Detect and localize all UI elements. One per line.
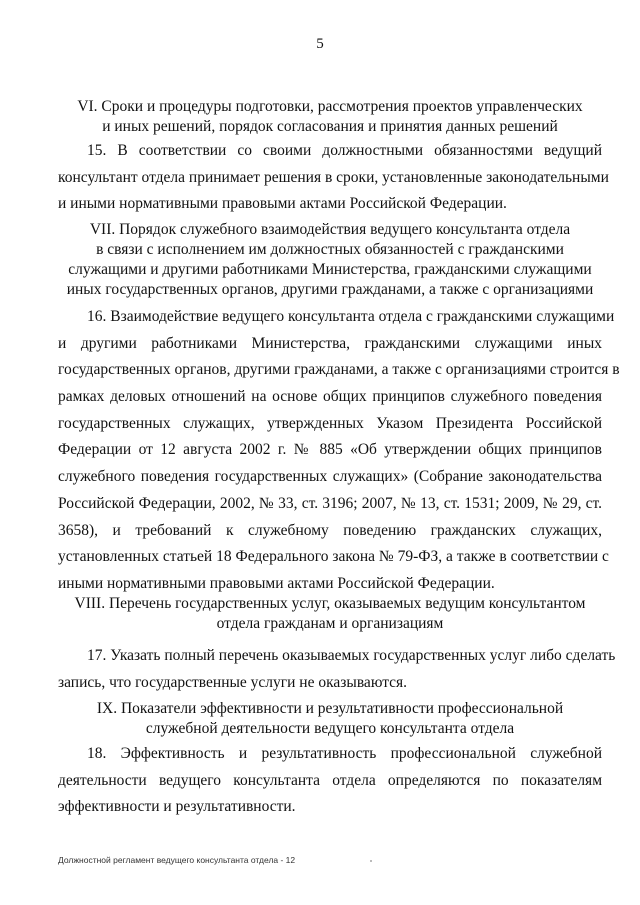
paragraph-line: деятельности ведущего консультанта отдела определяются по показателям	[58, 771, 602, 789]
heading-line: в связи с исполнением им должностных обязанностей с гражданскими	[96, 241, 564, 258]
paragraph-line: 18. Эффективность и результативность профессиональной служебной	[87, 745, 602, 762]
heading-line: VIII. Перечень государственных услуг, оказываемых ведущим консультантом	[74, 595, 586, 612]
paragraph-line: Федерации от 12 августа 2002 г. № 885 «Об утверждении общих принципов	[58, 441, 602, 459]
paragraph-17	[58, 643, 616, 696]
heading-line: служебной деятельности ведущего консультанта отдела	[145, 720, 515, 737]
paragraph-line: служебного поведения государственных служащих» (Собрание законодательства	[58, 468, 602, 486]
heading-line: VII. Порядок служебного взаимодействия ведущего консультанта отдела	[89, 221, 571, 238]
paragraph-line: 15. В соответствии со своими должностными обязанностями ведущий	[87, 142, 602, 159]
heading-line: иных государственных органов, другими гражданами, а также с организациями	[66, 281, 594, 298]
paragraph-line: и другими работниками Министерства, гражданскими служащими иных	[58, 334, 602, 352]
section-8-heading	[40, 594, 620, 634]
paragraph-line: иными нормативными правовыми актами Российской Федерации.	[58, 574, 495, 592]
heading-line: IX. Показатели эффективности и результативности профессиональной	[96, 700, 564, 717]
heading-line: и иных решений, порядок согласования и принятия данных решений	[102, 118, 558, 135]
paragraph-line: консультант отдела принимает решения в сроки, установленные законодательными	[58, 168, 609, 186]
paragraph-line: Российской Федерации, 2002, № 33, ст. 3196; 2007, № 13, ст. 1531; 2009, № 29, ст.	[58, 494, 602, 512]
paragraph-line: установленных статьей 18 Федерального закона № 79-ФЗ, а также в соответствии с	[58, 548, 609, 566]
section-7-heading	[40, 220, 620, 300]
paragraph-line: 3658), и требований к служебному поведению гражданских служащих,	[58, 521, 602, 539]
paragraph-18	[58, 741, 602, 821]
paragraph-line: 17. Указать полный перечень оказываемых государственных услуг либо сделать	[87, 647, 616, 664]
paragraph-line: государственных служащих, утвержденных Указом Президента Российской	[58, 414, 602, 432]
scan-speck	[370, 860, 372, 862]
footer-note: Должностной регламент ведущего консультанта отдела - 12	[58, 855, 296, 865]
paragraph-line: эффективности и результативности.	[58, 798, 296, 816]
section-9-heading	[40, 699, 620, 739]
heading-line: отдела гражданам и организациям	[216, 615, 444, 632]
paragraph-15	[58, 138, 609, 218]
paragraph-line: государственных органов, другими гражданами, а также с организациями строится в	[58, 361, 620, 379]
heading-line: служащими и другими работниками Министерства, гражданскими служащими	[68, 261, 592, 278]
paragraph-line: 16. Взаимодействие ведущего консультанта отдела с гражданскими служащими	[87, 308, 615, 325]
page-number: 5	[316, 36, 324, 52]
paragraph-16	[58, 304, 620, 598]
paragraph-line: рамках деловых отношений на основе общих принципов служебного поведения	[58, 388, 602, 406]
paragraph-line: и иными нормативными правовыми актами Российской Федерации.	[58, 195, 507, 213]
section-6-heading	[40, 97, 620, 137]
paragraph-line: запись, что государственные услуги не оказываются.	[58, 673, 408, 691]
heading-line: VI. Сроки и процедуры подготовки, рассмотрения проектов управленческих	[77, 98, 583, 115]
